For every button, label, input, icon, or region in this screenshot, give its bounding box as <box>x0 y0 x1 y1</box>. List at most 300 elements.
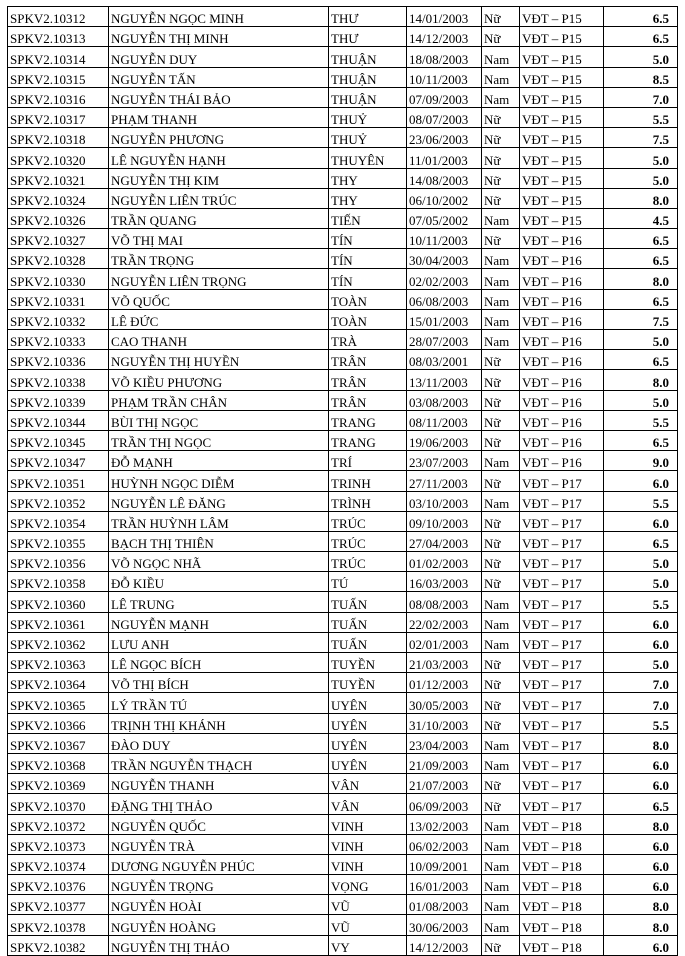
date-of-birth-cell: 11/01/2003 <box>407 148 482 168</box>
score-cell: 5.0 <box>604 47 678 67</box>
gender-cell: Nữ <box>482 572 520 592</box>
score-cell: 8.0 <box>604 370 678 390</box>
score-cell: 7.5 <box>604 128 678 148</box>
score-cell: 7.5 <box>604 309 678 329</box>
student-id-cell: SPKV2.10316 <box>8 87 109 107</box>
student-id-cell: SPKV2.10354 <box>8 511 109 531</box>
table-row <box>8 47 678 67</box>
first-name-cell: TUẤN <box>329 632 407 652</box>
table-row <box>8 673 678 693</box>
first-name-cell: VINH <box>329 814 407 834</box>
student-id-cell: SPKV2.10373 <box>8 834 109 854</box>
table-row <box>8 430 678 450</box>
class-group-cell: VĐT – P16 <box>520 249 604 269</box>
last-middle-name-cell: NGUYỄN THỊ THẢO <box>109 935 329 955</box>
student-id-cell: SPKV2.10339 <box>8 390 109 410</box>
table-row <box>8 350 678 370</box>
last-middle-name-cell: CAO THANH <box>109 330 329 350</box>
first-name-cell: TÍN <box>329 249 407 269</box>
first-name-cell: TÍN <box>329 269 407 289</box>
date-of-birth-cell: 14/01/2003 <box>407 7 482 27</box>
class-group-cell: VĐT – P17 <box>520 511 604 531</box>
last-middle-name-cell: TRẦN QUANG <box>109 208 329 228</box>
last-middle-name-cell: VÕ QUỐC <box>109 289 329 309</box>
first-name-cell: THUẬN <box>329 67 407 87</box>
gender-cell: Nam <box>482 47 520 67</box>
first-name-cell: TRANG <box>329 430 407 450</box>
last-middle-name-cell: LÊ ĐỨC <box>109 309 329 329</box>
student-id-cell: SPKV2.10377 <box>8 895 109 915</box>
class-group-cell: VĐT – P17 <box>520 531 604 551</box>
last-middle-name-cell: NGUYỄN HOÀI <box>109 895 329 915</box>
student-id-cell: SPKV2.10382 <box>8 935 109 955</box>
table-row <box>8 148 678 168</box>
gender-cell: Nam <box>482 895 520 915</box>
gender-cell: Nữ <box>482 935 520 955</box>
score-cell: 6.5 <box>604 249 678 269</box>
table-row <box>8 794 678 814</box>
gender-cell: Nam <box>482 269 520 289</box>
first-name-cell: THUẬN <box>329 87 407 107</box>
student-id-cell: SPKV2.10363 <box>8 653 109 673</box>
date-of-birth-cell: 16/01/2003 <box>407 875 482 895</box>
table-row <box>8 572 678 592</box>
last-middle-name-cell: LÝ TRẦN TÚ <box>109 693 329 713</box>
student-id-cell: SPKV2.10331 <box>8 289 109 309</box>
last-middle-name-cell: NGUYỄN LIÊN TRỌNG <box>109 269 329 289</box>
student-id-cell: SPKV2.10326 <box>8 208 109 228</box>
table-row <box>8 653 678 673</box>
class-group-cell: VĐT – P16 <box>520 370 604 390</box>
last-middle-name-cell: ĐỖ MẠNH <box>109 451 329 471</box>
table-row <box>8 915 678 935</box>
student-id-cell: SPKV2.10336 <box>8 350 109 370</box>
score-cell: 5.0 <box>604 653 678 673</box>
gender-cell: Nữ <box>482 653 520 673</box>
gender-cell: Nữ <box>482 107 520 127</box>
date-of-birth-cell: 07/09/2003 <box>407 87 482 107</box>
first-name-cell: THUYÊN <box>329 148 407 168</box>
date-of-birth-cell: 30/05/2003 <box>407 693 482 713</box>
class-group-cell: VĐT – P17 <box>520 592 604 612</box>
gender-cell: Nam <box>482 875 520 895</box>
student-id-cell: SPKV2.10367 <box>8 733 109 753</box>
last-middle-name-cell: NGUYỄN LIÊN TRÚC <box>109 188 329 208</box>
student-id-cell: SPKV2.10344 <box>8 410 109 430</box>
gender-cell: Nữ <box>482 410 520 430</box>
table-row <box>8 87 678 107</box>
gender-cell: Nữ <box>482 128 520 148</box>
table-row <box>8 107 678 127</box>
table-row <box>8 632 678 652</box>
date-of-birth-cell: 10/11/2003 <box>407 229 482 249</box>
table-row <box>8 451 678 471</box>
student-id-cell: SPKV2.10338 <box>8 370 109 390</box>
date-of-birth-cell: 30/06/2003 <box>407 915 482 935</box>
date-of-birth-cell: 08/08/2003 <box>407 592 482 612</box>
student-id-cell: SPKV2.10332 <box>8 309 109 329</box>
date-of-birth-cell: 06/10/2002 <box>407 188 482 208</box>
table-row <box>8 289 678 309</box>
last-middle-name-cell: TRẦN THỊ NGỌC <box>109 430 329 450</box>
last-middle-name-cell: VÕ THỊ MAI <box>109 229 329 249</box>
last-middle-name-cell: PHẠM THANH <box>109 107 329 127</box>
last-middle-name-cell: BẠCH THỊ THIÊN <box>109 531 329 551</box>
table-row <box>8 511 678 531</box>
last-middle-name-cell: ĐÀO DUY <box>109 733 329 753</box>
first-name-cell: THUỶ <box>329 128 407 148</box>
gender-cell: Nữ <box>482 390 520 410</box>
table-row <box>8 309 678 329</box>
date-of-birth-cell: 16/03/2003 <box>407 572 482 592</box>
first-name-cell: VÂN <box>329 794 407 814</box>
table-row <box>8 67 678 87</box>
score-cell: 6.5 <box>604 289 678 309</box>
table-row <box>8 390 678 410</box>
score-cell: 6.0 <box>604 511 678 531</box>
last-middle-name-cell: TRẦN NGUYỄN THẠCH <box>109 753 329 773</box>
class-group-cell: VĐT – P16 <box>520 410 604 430</box>
gender-cell: Nữ <box>482 531 520 551</box>
score-cell: 5.0 <box>604 148 678 168</box>
table-body <box>8 7 678 956</box>
date-of-birth-cell: 03/10/2003 <box>407 491 482 511</box>
gender-cell: Nam <box>482 733 520 753</box>
date-of-birth-cell: 14/12/2003 <box>407 27 482 47</box>
score-cell: 5.0 <box>604 390 678 410</box>
first-name-cell: TIẾN <box>329 208 407 228</box>
date-of-birth-cell: 13/11/2003 <box>407 370 482 390</box>
class-group-cell: VĐT – P15 <box>520 168 604 188</box>
date-of-birth-cell: 21/07/2003 <box>407 774 482 794</box>
score-cell: 8.0 <box>604 895 678 915</box>
last-middle-name-cell: VÕ KIỀU PHƯƠNG <box>109 370 329 390</box>
student-id-cell: SPKV2.10328 <box>8 249 109 269</box>
score-cell: 6.5 <box>604 350 678 370</box>
first-name-cell: VINH <box>329 854 407 874</box>
class-group-cell: VĐT – P15 <box>520 188 604 208</box>
gender-cell: Nam <box>482 632 520 652</box>
score-cell: 9.0 <box>604 451 678 471</box>
date-of-birth-cell: 06/08/2003 <box>407 289 482 309</box>
gender-cell: Nam <box>482 814 520 834</box>
date-of-birth-cell: 18/08/2003 <box>407 47 482 67</box>
first-name-cell: THUẬN <box>329 47 407 67</box>
last-middle-name-cell: ĐỖ KIỀU <box>109 572 329 592</box>
first-name-cell: TRÚC <box>329 531 407 551</box>
table-row <box>8 471 678 491</box>
table-row <box>8 27 678 47</box>
score-cell: 7.0 <box>604 87 678 107</box>
score-cell: 5.0 <box>604 572 678 592</box>
student-id-cell: SPKV2.10352 <box>8 491 109 511</box>
table-row <box>8 330 678 350</box>
date-of-birth-cell: 14/12/2003 <box>407 935 482 955</box>
date-of-birth-cell: 21/09/2003 <box>407 753 482 773</box>
last-middle-name-cell: NGUYỄN TRÀ <box>109 834 329 854</box>
class-group-cell: VĐT – P16 <box>520 430 604 450</box>
first-name-cell: THUỶ <box>329 107 407 127</box>
table-row <box>8 552 678 572</box>
first-name-cell: UYÊN <box>329 713 407 733</box>
student-id-cell: SPKV2.10351 <box>8 471 109 491</box>
last-middle-name-cell: HUỲNH NGỌC DIỄM <box>109 471 329 491</box>
table-row <box>8 875 678 895</box>
class-group-cell: VĐT – P17 <box>520 693 604 713</box>
date-of-birth-cell: 27/04/2003 <box>407 531 482 551</box>
class-group-cell: VĐT – P18 <box>520 895 604 915</box>
class-group-cell: VĐT – P17 <box>520 753 604 773</box>
class-group-cell: VĐT – P17 <box>520 471 604 491</box>
date-of-birth-cell: 23/06/2003 <box>407 128 482 148</box>
score-cell: 6.0 <box>604 774 678 794</box>
table-row <box>8 612 678 632</box>
last-middle-name-cell: NGUYỄN PHƯƠNG <box>109 128 329 148</box>
class-group-cell: VĐT – P17 <box>520 673 604 693</box>
date-of-birth-cell: 02/01/2003 <box>407 632 482 652</box>
gender-cell: Nam <box>482 915 520 935</box>
date-of-birth-cell: 13/02/2003 <box>407 814 482 834</box>
date-of-birth-cell: 23/07/2003 <box>407 451 482 471</box>
gender-cell: Nam <box>482 330 520 350</box>
student-id-cell: SPKV2.10374 <box>8 854 109 874</box>
score-cell: 8.0 <box>604 188 678 208</box>
gender-cell: Nữ <box>482 713 520 733</box>
gender-cell: Nam <box>482 592 520 612</box>
gender-cell: Nam <box>482 87 520 107</box>
class-group-cell: VĐT – P16 <box>520 390 604 410</box>
class-group-cell: VĐT – P18 <box>520 875 604 895</box>
student-id-cell: SPKV2.10320 <box>8 148 109 168</box>
score-cell: 8.0 <box>604 915 678 935</box>
score-cell: 8.0 <box>604 269 678 289</box>
table-row <box>8 229 678 249</box>
date-of-birth-cell: 02/02/2003 <box>407 269 482 289</box>
class-group-cell: VĐT – P15 <box>520 47 604 67</box>
class-group-cell: VĐT – P17 <box>520 632 604 652</box>
score-cell: 5.5 <box>604 410 678 430</box>
first-name-cell: TRÂN <box>329 370 407 390</box>
first-name-cell: VŨ <box>329 895 407 915</box>
date-of-birth-cell: 15/01/2003 <box>407 309 482 329</box>
last-middle-name-cell: NGUYỄN THỊ MINH <box>109 27 329 47</box>
date-of-birth-cell: 14/08/2003 <box>407 168 482 188</box>
class-group-cell: VĐT – P16 <box>520 350 604 370</box>
table-row <box>8 895 678 915</box>
date-of-birth-cell: 06/09/2003 <box>407 794 482 814</box>
first-name-cell: TRINH <box>329 471 407 491</box>
last-middle-name-cell: ĐẶNG THỊ THẢO <box>109 794 329 814</box>
score-cell: 6.0 <box>604 471 678 491</box>
last-middle-name-cell: NGUYỄN TẤN <box>109 67 329 87</box>
gender-cell: Nam <box>482 753 520 773</box>
score-cell: 5.5 <box>604 107 678 127</box>
table-row <box>8 410 678 430</box>
last-middle-name-cell: NGUYỄN THỊ KIM <box>109 168 329 188</box>
table-row <box>8 208 678 228</box>
gender-cell: Nữ <box>482 552 520 572</box>
class-group-cell: VĐT – P15 <box>520 67 604 87</box>
last-middle-name-cell: LÊ NGUYỄN HẠNH <box>109 148 329 168</box>
student-id-cell: SPKV2.10366 <box>8 713 109 733</box>
date-of-birth-cell: 08/07/2003 <box>407 107 482 127</box>
gender-cell: Nữ <box>482 511 520 531</box>
date-of-birth-cell: 30/04/2003 <box>407 249 482 269</box>
first-name-cell: TRÚC <box>329 552 407 572</box>
first-name-cell: TRÍ <box>329 451 407 471</box>
table-row <box>8 249 678 269</box>
last-middle-name-cell: LÊ TRUNG <box>109 592 329 612</box>
first-name-cell: UYÊN <box>329 733 407 753</box>
last-middle-name-cell: NGUYỄN HOÀNG <box>109 915 329 935</box>
score-cell: 6.0 <box>604 935 678 955</box>
class-group-cell: VĐT – P18 <box>520 935 604 955</box>
gender-cell: Nam <box>482 834 520 854</box>
student-id-cell: SPKV2.10378 <box>8 915 109 935</box>
score-cell: 6.0 <box>604 753 678 773</box>
gender-cell: Nữ <box>482 370 520 390</box>
table-row <box>8 854 678 874</box>
student-id-cell: SPKV2.10333 <box>8 330 109 350</box>
first-name-cell: TOÀN <box>329 309 407 329</box>
class-group-cell: VĐT – P16 <box>520 289 604 309</box>
last-middle-name-cell: NGUYỄN THANH <box>109 774 329 794</box>
date-of-birth-cell: 31/10/2003 <box>407 713 482 733</box>
gender-cell: Nữ <box>482 168 520 188</box>
date-of-birth-cell: 07/05/2002 <box>407 208 482 228</box>
class-group-cell: VĐT – P17 <box>520 733 604 753</box>
score-cell: 6.0 <box>604 854 678 874</box>
last-middle-name-cell: NGUYỄN DUY <box>109 47 329 67</box>
first-name-cell: TÚ <box>329 572 407 592</box>
score-cell: 6.5 <box>604 430 678 450</box>
first-name-cell: VINH <box>329 834 407 854</box>
class-group-cell: VĐT – P18 <box>520 834 604 854</box>
score-cell: 6.0 <box>604 834 678 854</box>
score-cell: 5.5 <box>604 592 678 612</box>
student-id-cell: SPKV2.10356 <box>8 552 109 572</box>
first-name-cell: TRÂN <box>329 350 407 370</box>
first-name-cell: TRÀ <box>329 330 407 350</box>
class-group-cell: VĐT – P15 <box>520 27 604 47</box>
first-name-cell: TRÂN <box>329 390 407 410</box>
first-name-cell: THY <box>329 188 407 208</box>
last-middle-name-cell: NGUYỄN MẠNH <box>109 612 329 632</box>
table-row <box>8 491 678 511</box>
last-middle-name-cell: PHẠM TRẦN CHÂN <box>109 390 329 410</box>
student-id-cell: SPKV2.10360 <box>8 592 109 612</box>
gender-cell: Nam <box>482 451 520 471</box>
date-of-birth-cell: 10/09/2001 <box>407 854 482 874</box>
gender-cell: Nữ <box>482 148 520 168</box>
score-cell: 6.0 <box>604 612 678 632</box>
gender-cell: Nữ <box>482 27 520 47</box>
class-group-cell: VĐT – P17 <box>520 552 604 572</box>
gender-cell: Nam <box>482 612 520 632</box>
date-of-birth-cell: 03/08/2003 <box>407 390 482 410</box>
class-group-cell: VĐT – P18 <box>520 814 604 834</box>
student-id-cell: SPKV2.10369 <box>8 774 109 794</box>
student-id-cell: SPKV2.10321 <box>8 168 109 188</box>
class-group-cell: VĐT – P16 <box>520 309 604 329</box>
gender-cell: Nam <box>482 491 520 511</box>
table-row <box>8 592 678 612</box>
student-id-cell: SPKV2.10330 <box>8 269 109 289</box>
student-score-table <box>7 6 678 956</box>
score-cell: 6.5 <box>604 7 678 27</box>
student-id-cell: SPKV2.10345 <box>8 430 109 450</box>
last-middle-name-cell: VÕ NGỌC NHÃ <box>109 552 329 572</box>
class-group-cell: VĐT – P17 <box>520 713 604 733</box>
student-id-cell: SPKV2.10364 <box>8 673 109 693</box>
table-row <box>8 814 678 834</box>
date-of-birth-cell: 01/02/2003 <box>407 552 482 572</box>
student-id-cell: SPKV2.10376 <box>8 875 109 895</box>
first-name-cell: VÂN <box>329 774 407 794</box>
score-cell: 8.5 <box>604 67 678 87</box>
first-name-cell: TUYỀN <box>329 653 407 673</box>
first-name-cell: TUẤN <box>329 612 407 632</box>
class-group-cell: VĐT – P17 <box>520 774 604 794</box>
first-name-cell: TRÚC <box>329 511 407 531</box>
table-row <box>8 713 678 733</box>
table-row <box>8 370 678 390</box>
gender-cell: Nữ <box>482 471 520 491</box>
class-group-cell: VĐT – P15 <box>520 128 604 148</box>
first-name-cell: VY <box>329 935 407 955</box>
gender-cell: Nữ <box>482 673 520 693</box>
table-row <box>8 935 678 955</box>
last-middle-name-cell: NGUYỄN NGỌC MINH <box>109 7 329 27</box>
table-row <box>8 834 678 854</box>
class-group-cell: VĐT – P17 <box>520 794 604 814</box>
first-name-cell: TUẤN <box>329 592 407 612</box>
class-group-cell: VĐT – P17 <box>520 572 604 592</box>
score-cell: 7.0 <box>604 693 678 713</box>
first-name-cell: THƯ <box>329 7 407 27</box>
first-name-cell: THY <box>329 168 407 188</box>
class-group-cell: VĐT – P15 <box>520 107 604 127</box>
class-group-cell: VĐT – P16 <box>520 330 604 350</box>
student-id-cell: SPKV2.10355 <box>8 531 109 551</box>
first-name-cell: TÍN <box>329 229 407 249</box>
date-of-birth-cell: 01/12/2003 <box>407 673 482 693</box>
student-id-cell: SPKV2.10315 <box>8 67 109 87</box>
class-group-cell: VĐT – P15 <box>520 7 604 27</box>
student-id-cell: SPKV2.10312 <box>8 7 109 27</box>
date-of-birth-cell: 09/10/2003 <box>407 511 482 531</box>
first-name-cell: UYÊN <box>329 753 407 773</box>
last-middle-name-cell: TRỊNH THỊ KHÁNH <box>109 713 329 733</box>
gender-cell: Nữ <box>482 350 520 370</box>
score-cell: 6.5 <box>604 27 678 47</box>
score-cell: 8.0 <box>604 814 678 834</box>
gender-cell: Nữ <box>482 7 520 27</box>
gender-cell: Nữ <box>482 430 520 450</box>
last-middle-name-cell: NGUYỄN TRỌNG <box>109 875 329 895</box>
date-of-birth-cell: 23/04/2003 <box>407 733 482 753</box>
last-middle-name-cell: DƯƠNG NGUYỄN PHÚC <box>109 854 329 874</box>
table-row <box>8 188 678 208</box>
score-cell: 5.0 <box>604 168 678 188</box>
gender-cell: Nữ <box>482 229 520 249</box>
date-of-birth-cell: 01/08/2003 <box>407 895 482 915</box>
table-row <box>8 128 678 148</box>
date-of-birth-cell: 10/11/2003 <box>407 67 482 87</box>
gender-cell: Nữ <box>482 774 520 794</box>
gender-cell: Nữ <box>482 188 520 208</box>
class-group-cell: VĐT – P17 <box>520 612 604 632</box>
